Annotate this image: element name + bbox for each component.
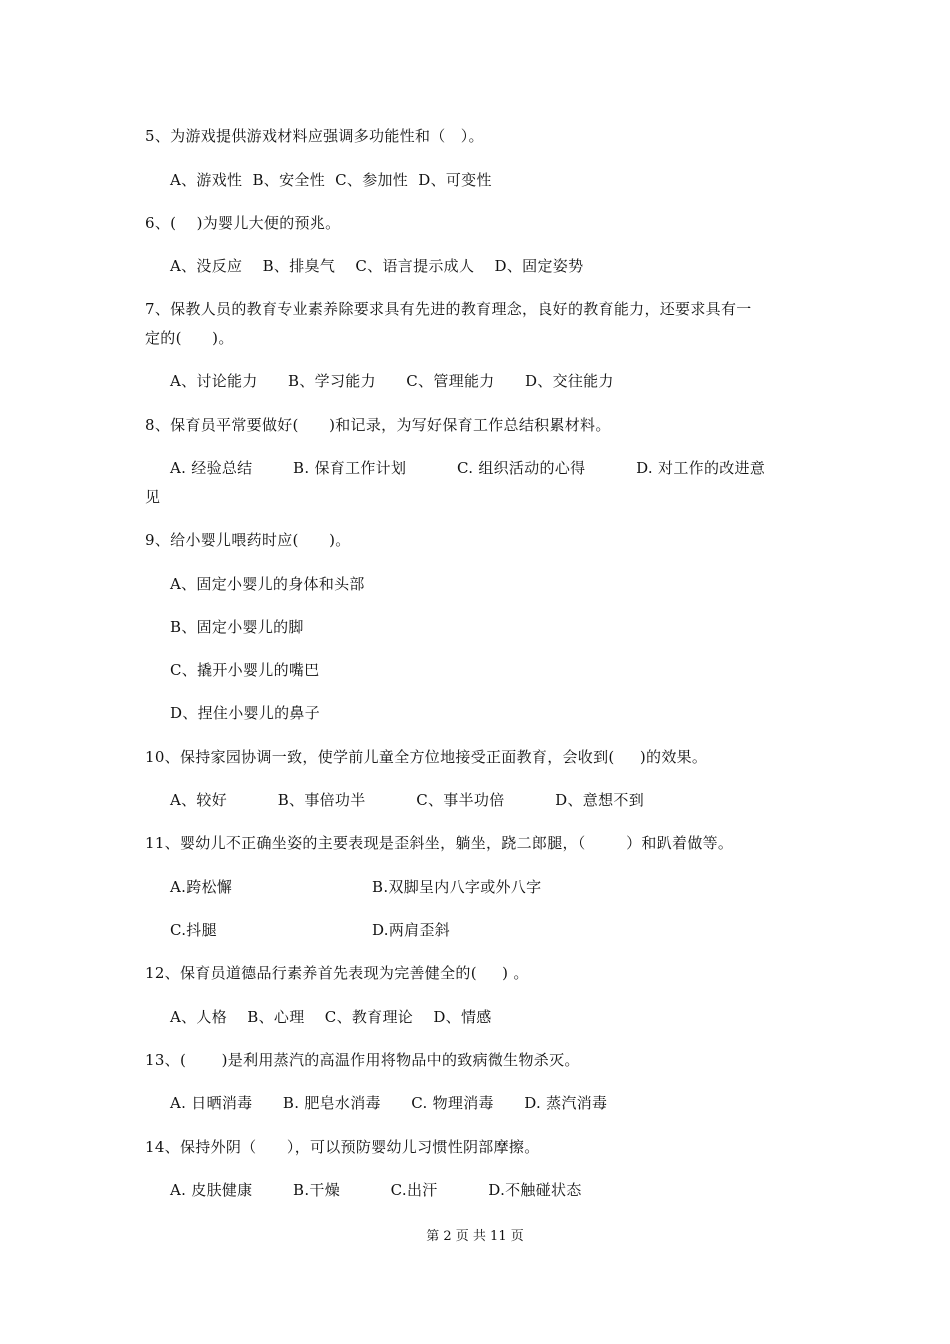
question-9-option-b: B、固定小婴儿的脚 xyxy=(170,618,304,636)
question-12-options: A、人格 B、心理 C、教育理论 D、情感 xyxy=(170,1008,492,1026)
question-8-stem: 8、保育员平常要做好( )和记录，为写好保育工作总结积累材料。 xyxy=(145,416,611,434)
question-11-stem: 11、婴幼儿不正确坐姿的主要表现是歪斜坐，躺坐，跷二郎腿，（ ）和趴着做等。 xyxy=(145,834,734,852)
question-6-options: A、没反应 B、排臭气 C、语言提示成人 D、固定姿势 xyxy=(170,257,584,275)
question-7-options: A、讨论能力 B、学习能力 C、管理能力 D、交往能力 xyxy=(170,372,614,390)
question-11-option-c: C.抖腿 xyxy=(170,921,217,939)
question-12-stem: 12、保育员道德品行素养首先表现为完善健全的( ) 。 xyxy=(145,964,529,982)
question-14-options: A. 皮肤健康 B.干燥 C.出汗 D.不触碰状态 xyxy=(170,1181,582,1199)
question-9-stem: 9、给小婴儿喂药时应( )。 xyxy=(145,531,351,549)
question-13-options: A. 日晒消毒 B. 肥皂水消毒 C. 物理消毒 D. 蒸汽消毒 xyxy=(170,1094,608,1112)
question-10-stem: 10、保持家园协调一致，使学前儿童全方位地接受正面教育，会收到( )的效果。 xyxy=(145,748,708,766)
question-11-option-d: D.两肩歪斜 xyxy=(372,921,451,939)
question-7-stem-line1: 7、保教人员的教育专业素养除要求具有先进的教育理念，良好的教育能力，还要求具有一 xyxy=(145,300,752,318)
question-9-option-a: A、固定小婴儿的身体和头部 xyxy=(170,575,365,593)
page-indicator: 第 2 页 共 11 页 xyxy=(426,1229,524,1244)
question-9-option-d: D、捏住小婴儿的鼻子 xyxy=(170,704,321,722)
question-5-options: A、游戏性 B、安全性 C、参加性 D、可变性 xyxy=(170,171,492,189)
question-8-options-line2: 见 xyxy=(145,488,161,506)
question-5-stem: 5、为游戏提供游戏材料应强调多功能性和（ ）。 xyxy=(145,127,484,145)
question-14-stem: 14、保持外阴（ ），可以预防婴幼儿习惯性阴部摩擦。 xyxy=(145,1138,540,1156)
question-8-options-line1: A. 经验总结 B. 保育工作计划 C. 组织活动的心得 D. 对工作的改进意 xyxy=(170,459,766,477)
question-11-option-a: A.跨松懈 xyxy=(170,878,233,896)
question-11-option-b: B.双脚呈内八字或外八字 xyxy=(372,878,542,896)
question-6-stem: 6、( )为婴儿大便的预兆。 xyxy=(145,214,341,232)
question-9-option-c: C、撬开小婴儿的嘴巴 xyxy=(170,661,320,679)
question-10-options: A、较好 B、事倍功半 C、事半功倍 D、意想不到 xyxy=(170,791,645,809)
question-13-stem: 13、( )是利用蒸汽的高温作用将物品中的致病微生物杀灭。 xyxy=(145,1051,580,1069)
question-7-stem-line2: 定的( )。 xyxy=(145,329,234,347)
